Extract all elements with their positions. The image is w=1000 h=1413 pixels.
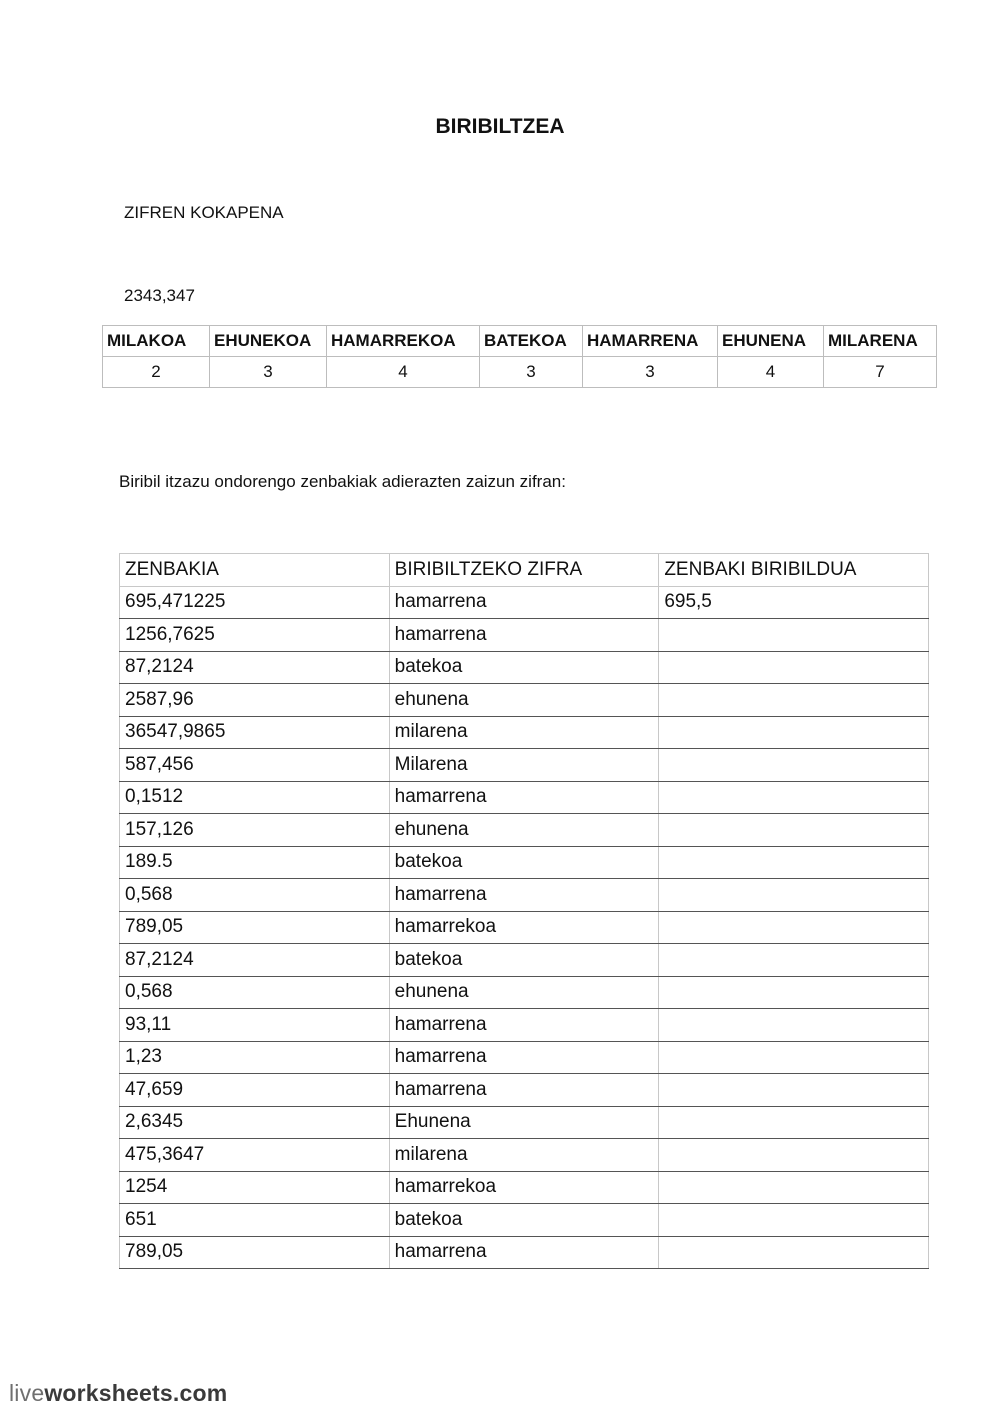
table-row: [120, 651, 929, 684]
number-cell: 789,05: [120, 911, 390, 944]
number-cell: 651: [120, 1204, 390, 1237]
table-row: [120, 619, 929, 652]
answer-cell[interactable]: [659, 651, 929, 684]
place-value-header-row: [103, 326, 937, 357]
header-hamarrekoa: HAMARREKOA: [327, 326, 480, 357]
digit-cell: 7: [824, 357, 937, 388]
number-cell: 789,05: [120, 1236, 390, 1269]
answer-cell[interactable]: [659, 1236, 929, 1269]
table-row: [120, 879, 929, 912]
header-batekoa: BATEKOA: [480, 326, 583, 357]
digit-cell: 3: [583, 357, 718, 388]
rounding-digit-cell: ehunena: [389, 684, 659, 717]
table-row: [120, 1171, 929, 1204]
answer-cell[interactable]: [659, 911, 929, 944]
table-row: [120, 1106, 929, 1139]
header-zenbaki-biribildua: ZENBAKI BIRIBILDUA: [659, 554, 929, 587]
table-row: [120, 1074, 929, 1107]
answer-cell[interactable]: [659, 1009, 929, 1042]
answer-cell[interactable]: [659, 619, 929, 652]
logo-text-worksheets: worksheets.com: [44, 1380, 228, 1406]
answer-cell[interactable]: [659, 1074, 929, 1107]
number-cell: 0,1512: [120, 781, 390, 814]
answer-cell[interactable]: [659, 684, 929, 717]
table-row: [120, 586, 929, 619]
rounding-digit-cell: ehunena: [389, 814, 659, 847]
number-cell: 695,471225: [120, 586, 390, 619]
digit-cell: 2: [103, 357, 210, 388]
answer-cell[interactable]: [659, 716, 929, 749]
number-cell: 87,2124: [120, 944, 390, 977]
table-row: [120, 781, 929, 814]
example-number: 2343,347: [124, 286, 195, 305]
header-zenbakia: ZENBAKIA: [120, 554, 390, 587]
table-row: [120, 1009, 929, 1042]
answer-cell[interactable]: [659, 944, 929, 977]
answer-cell[interactable]: [659, 781, 929, 814]
number-cell: 587,456: [120, 749, 390, 782]
rounding-digit-cell: batekoa: [389, 944, 659, 977]
rounding-digit-cell: hamarrekoa: [389, 911, 659, 944]
exercise-header-row: [120, 554, 929, 587]
answer-cell[interactable]: [659, 749, 929, 782]
table-row: [120, 749, 929, 782]
answer-cell[interactable]: [659, 976, 929, 1009]
number-cell: 1,23: [120, 1041, 390, 1074]
page-title: BIRIBILTZEA: [435, 115, 565, 138]
table-row: [120, 1236, 929, 1269]
rounding-digit-cell: Ehunena: [389, 1106, 659, 1139]
rounding-digit-cell: batekoa: [389, 846, 659, 879]
header-milakoa: MILAKOA: [103, 326, 210, 357]
number-cell: 2587,96: [120, 684, 390, 717]
answer-cell[interactable]: [659, 1171, 929, 1204]
rounding-digit-cell: hamarrena: [389, 619, 659, 652]
rounding-digit-cell: hamarrena: [389, 1009, 659, 1042]
digit-cell: 3: [480, 357, 583, 388]
number-cell: 475,3647: [120, 1139, 390, 1172]
number-cell: 93,11: [120, 1009, 390, 1042]
digit-cell: 4: [327, 357, 480, 388]
table-row: [120, 684, 929, 717]
rounding-digit-cell: hamarrena: [389, 1041, 659, 1074]
digit-cell: 4: [718, 357, 824, 388]
number-cell: 2,6345: [120, 1106, 390, 1139]
answer-cell[interactable]: [659, 1139, 929, 1172]
number-cell: 1256,7625: [120, 619, 390, 652]
header-milarena: MILARENA: [824, 326, 937, 357]
number-cell: 36547,9865: [120, 716, 390, 749]
answer-cell[interactable]: [659, 814, 929, 847]
rounding-digit-cell: Milarena: [389, 749, 659, 782]
answer-cell[interactable]: [659, 1041, 929, 1074]
rounding-digit-cell: hamarrekoa: [389, 1171, 659, 1204]
rounding-digit-cell: hamarrena: [389, 1236, 659, 1269]
rounding-digit-cell: milarena: [389, 1139, 659, 1172]
table-row: [120, 911, 929, 944]
header-biribiltzeko-zifra: BIRIBILTZEKO ZIFRA: [389, 554, 659, 587]
rounding-digit-cell: batekoa: [389, 1204, 659, 1237]
number-cell: 47,659: [120, 1074, 390, 1107]
answer-cell[interactable]: [659, 846, 929, 879]
header-hamarrena: HAMARRENA: [583, 326, 718, 357]
rounding-digit-cell: milarena: [389, 716, 659, 749]
liveworksheets-logo: [9, 1380, 227, 1407]
number-cell: 87,2124: [120, 651, 390, 684]
rounding-exercise-table: [119, 553, 929, 1269]
number-cell: 157,126: [120, 814, 390, 847]
table-row: [120, 716, 929, 749]
table-row: [120, 846, 929, 879]
number-cell: 189.5: [120, 846, 390, 879]
section-subtitle: ZIFREN KOKAPENA: [124, 203, 284, 222]
rounding-digit-cell: hamarrena: [389, 781, 659, 814]
answer-cell[interactable]: [659, 879, 929, 912]
number-cell: 1254: [120, 1171, 390, 1204]
answer-cell[interactable]: [659, 1204, 929, 1237]
table-row: [120, 1204, 929, 1237]
table-row: [120, 976, 929, 1009]
place-value-digit-row: [103, 357, 937, 388]
table-row: [120, 1041, 929, 1074]
rounding-digit-cell: hamarrena: [389, 586, 659, 619]
rounding-digit-cell: batekoa: [389, 651, 659, 684]
number-cell: 0,568: [120, 976, 390, 1009]
header-ehunekoa: EHUNEKOA: [210, 326, 327, 357]
instruction-text: Biribil itzazu ondorengo zenbakiak adierazten zaizun zifran:: [119, 472, 566, 491]
place-value-table: [102, 325, 937, 388]
answer-cell[interactable]: 695,5: [659, 586, 929, 619]
rounding-digit-cell: ehunena: [389, 976, 659, 1009]
header-ehunena: EHUNENA: [718, 326, 824, 357]
logo-text-live: live: [9, 1380, 45, 1406]
number-cell: 0,568: [120, 879, 390, 912]
table-row: [120, 944, 929, 977]
rounding-digit-cell: hamarrena: [389, 1074, 659, 1107]
rounding-digit-cell: hamarrena: [389, 879, 659, 912]
digit-cell: 3: [210, 357, 327, 388]
table-row: [120, 1139, 929, 1172]
table-row: [120, 814, 929, 847]
answer-cell[interactable]: [659, 1106, 929, 1139]
